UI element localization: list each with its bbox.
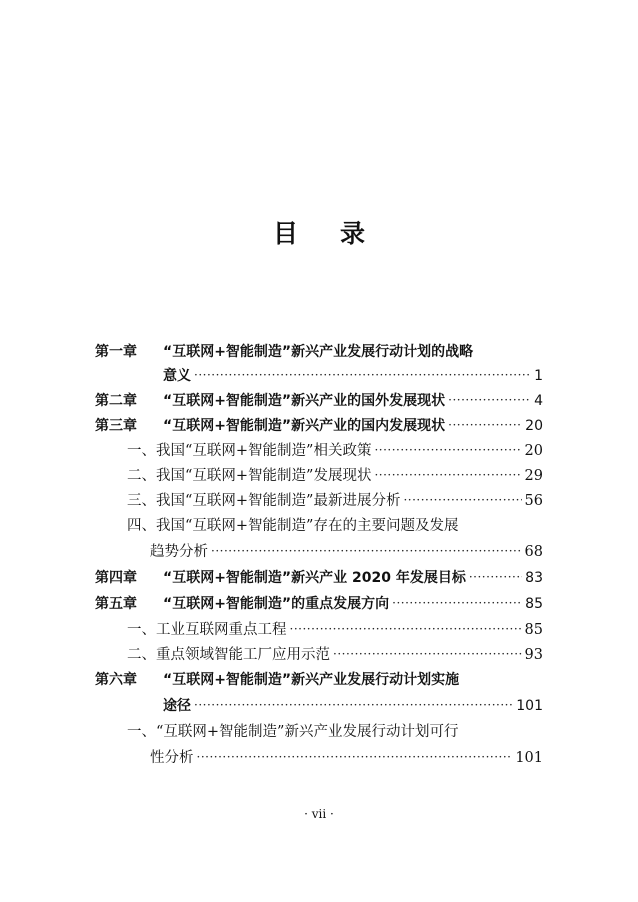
chapter-number: 第六章 (95, 672, 137, 688)
toc-chapter-6-cont[interactable] (163, 694, 543, 718)
chapter-title: “互联网+智能制造”新兴产业发展行动计划实施 (163, 672, 460, 688)
chapter-title-cont: 意义 (163, 368, 191, 384)
toc-chapter-5[interactable] (95, 592, 543, 616)
page-ref: 29 (524, 468, 543, 484)
toc-section-3-1[interactable] (127, 439, 543, 463)
page-ref: 1 (534, 368, 543, 384)
chapter-number: 第三章 (95, 418, 137, 434)
section-title-cont: 趋势分析 (150, 544, 208, 560)
toc-chapter-2[interactable] (95, 389, 543, 413)
chapter-title: “互联网+智能制造”新兴产业发展行动计划的战略 (163, 344, 474, 360)
section-title: 一、工业互联网重点工程 (127, 622, 287, 638)
leader-dots (403, 488, 521, 502)
leader-dots (197, 745, 513, 759)
title-char-1: 目 (272, 219, 298, 248)
chapter-number: 第五章 (95, 596, 137, 612)
toc-section-6-1-cont[interactable] (150, 746, 543, 770)
section-title-cont: 性分析 (150, 750, 194, 766)
toc-chapter-4[interactable] (95, 566, 543, 590)
chapter-title: “互联网+智能制造”新兴产业 2020 年发展目标 (163, 570, 466, 586)
toc-section-5-2[interactable] (127, 643, 543, 667)
page-ref: 85 (524, 622, 543, 638)
section-title: 四、我国“互联网+智能制造”存在的主要问题及发展 (127, 518, 459, 534)
toc-chapter-1-cont[interactable] (163, 364, 543, 388)
section-title: 二、重点领域智能工厂应用示范 (127, 647, 330, 663)
section-title: 一、我国“互联网+智能制造”相关政策 (127, 443, 372, 459)
toc-chapter-3[interactable] (95, 414, 543, 438)
toc-chapter-1[interactable] (95, 340, 545, 364)
page-ref: 56 (524, 493, 543, 509)
toc-section-3-2[interactable] (127, 464, 543, 488)
title-char-2: 录 (340, 219, 366, 248)
page-ref: 4 (534, 393, 543, 409)
toc-section-6-1[interactable] (127, 720, 543, 744)
leader-dots (448, 388, 531, 402)
page-ref: 68 (524, 544, 543, 560)
chapter-number: 第二章 (95, 393, 137, 409)
leader-dots (211, 539, 522, 553)
chapter-title-cont: 途径 (163, 698, 191, 714)
page-ref: 83 (525, 570, 543, 586)
page-ref: 85 (525, 596, 543, 612)
leader-dots (194, 693, 513, 707)
toc-section-3-4-cont[interactable] (150, 540, 543, 564)
page-ref: 101 (515, 750, 543, 766)
section-title: 一、“互联网+智能制造”新兴产业发展行动计划可行 (127, 724, 459, 740)
leader-dots (290, 617, 522, 631)
page-ref: 101 (516, 698, 543, 714)
chapter-number: 第四章 (95, 570, 137, 586)
leader-dots (333, 642, 522, 656)
page-ref: 20 (524, 443, 543, 459)
toc-section-3-4[interactable] (127, 514, 543, 538)
leader-dots (469, 565, 522, 579)
toc-section-5-1[interactable] (127, 618, 543, 642)
leader-dots (374, 463, 521, 477)
page-number: · vii · (304, 807, 334, 821)
leader-dots (448, 413, 522, 427)
chapter-title: “互联网+智能制造”的重点发展方向 (163, 596, 390, 612)
toc-chapter-6[interactable] (95, 668, 545, 692)
leader-dots (374, 438, 521, 452)
leader-dots (392, 591, 522, 605)
page-ref: 20 (525, 418, 543, 434)
section-title: 三、我国“互联网+智能制造”最新进展分析 (127, 493, 401, 509)
page-ref: 93 (524, 647, 543, 663)
section-title: 二、我国“互联网+智能制造”发展现状 (127, 468, 372, 484)
chapter-title: “互联网+智能制造”新兴产业的国内发展现状 (163, 418, 446, 434)
leader-dots (194, 363, 531, 377)
chapter-title: “互联网+智能制造”新兴产业的国外发展现状 (163, 393, 446, 409)
chapter-number: 第一章 (95, 344, 137, 360)
toc-section-3-3[interactable] (127, 489, 543, 513)
